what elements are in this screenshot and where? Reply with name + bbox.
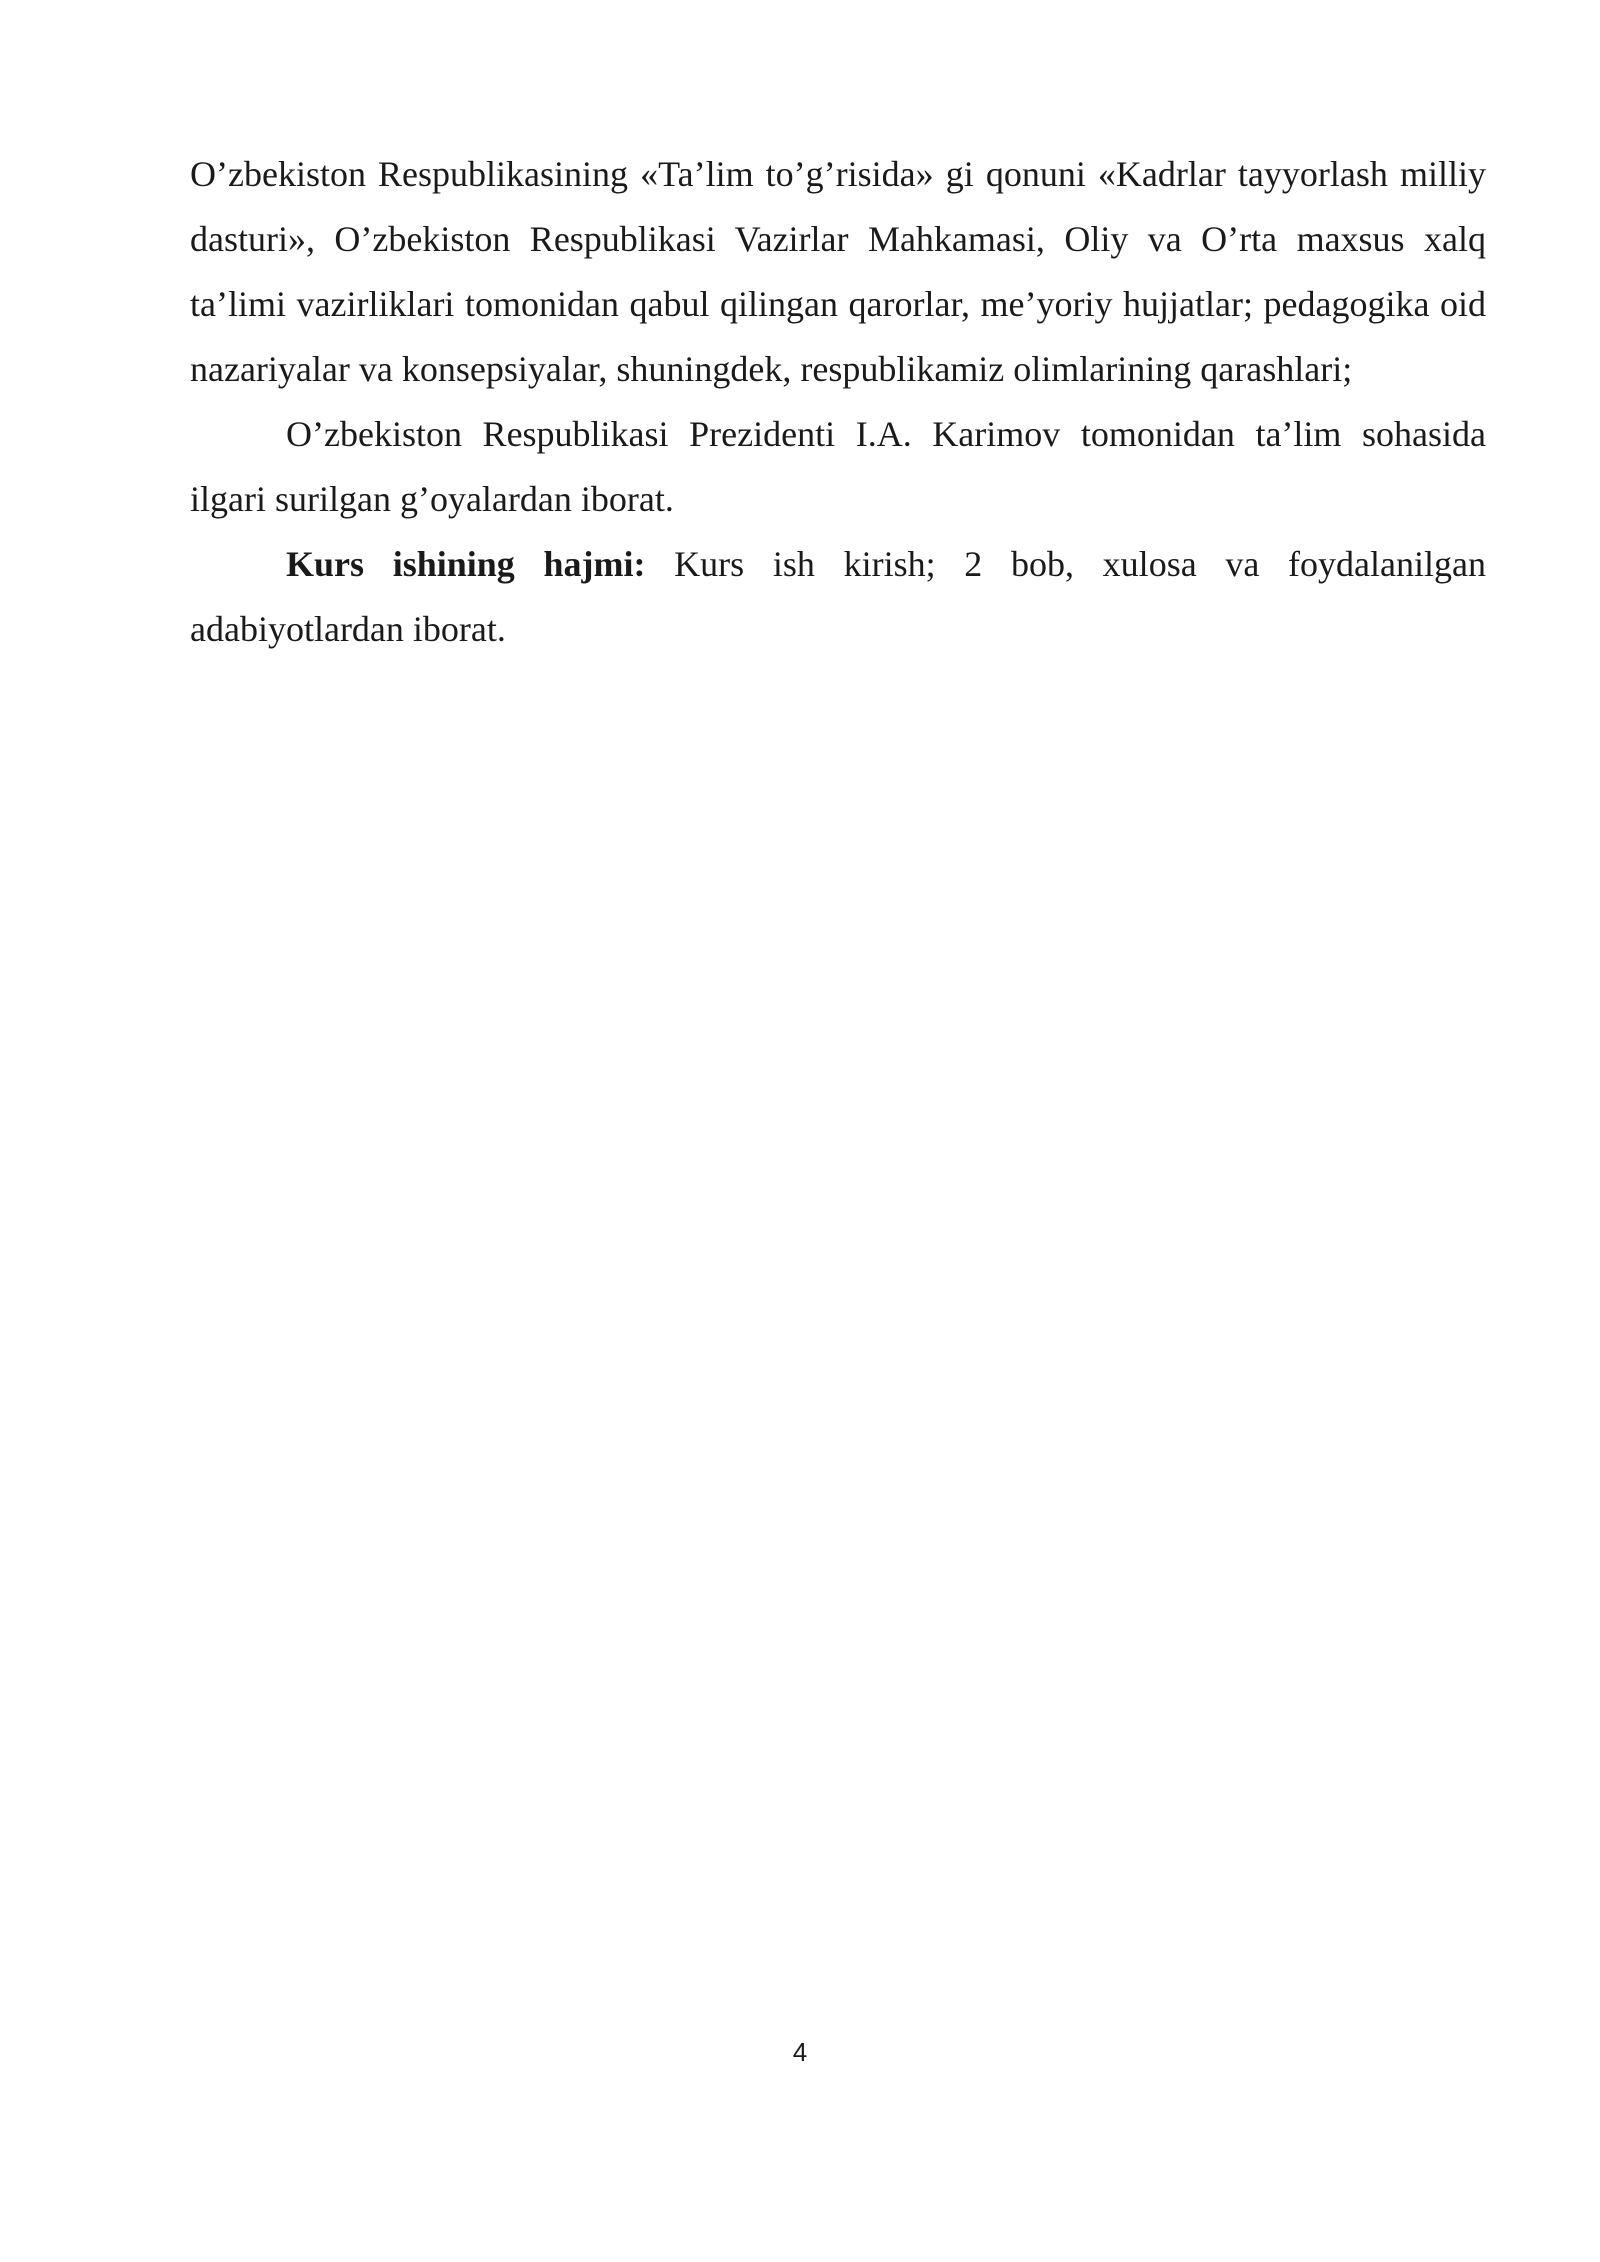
page-number: 4: [792, 2037, 808, 2067]
paragraph-president-ideas: O’zbekiston Respublikasi Prezidenti I.A. Karimov tomonidan ta’lim sohasida ilgari surilgan g’oyalardan iborat.: [190, 414, 1486, 519]
course-volume-label: Kurs ishining hajmi:: [286, 544, 646, 584]
paragraph-legal-basis: O’zbekiston Respublikasining «Ta’lim to’g’risida» gi qonuni «Kadrlar tayyorlash milliy dasturi», O’zbekiston Respublikasi Vazirlar Mahkamasi, Oliy va O’rta maxsus xalq ta’limi vazirliklari tomonidan qabul qilingan qarorlar, me’yoriy hujjatlar; pedagogika oid nazariyalar va konsepsiyalar, shuningdek, respublikamiz olimlarining qarashlari;: [190, 154, 1486, 389]
document-body: [190, 142, 1486, 662]
paragraph-course-volume: [190, 532, 1486, 662]
course-volume-text: Kurs ish kirish; 2 bob, xulosa va foydalanilgan adabiyotlardan iborat.: [190, 544, 1486, 649]
